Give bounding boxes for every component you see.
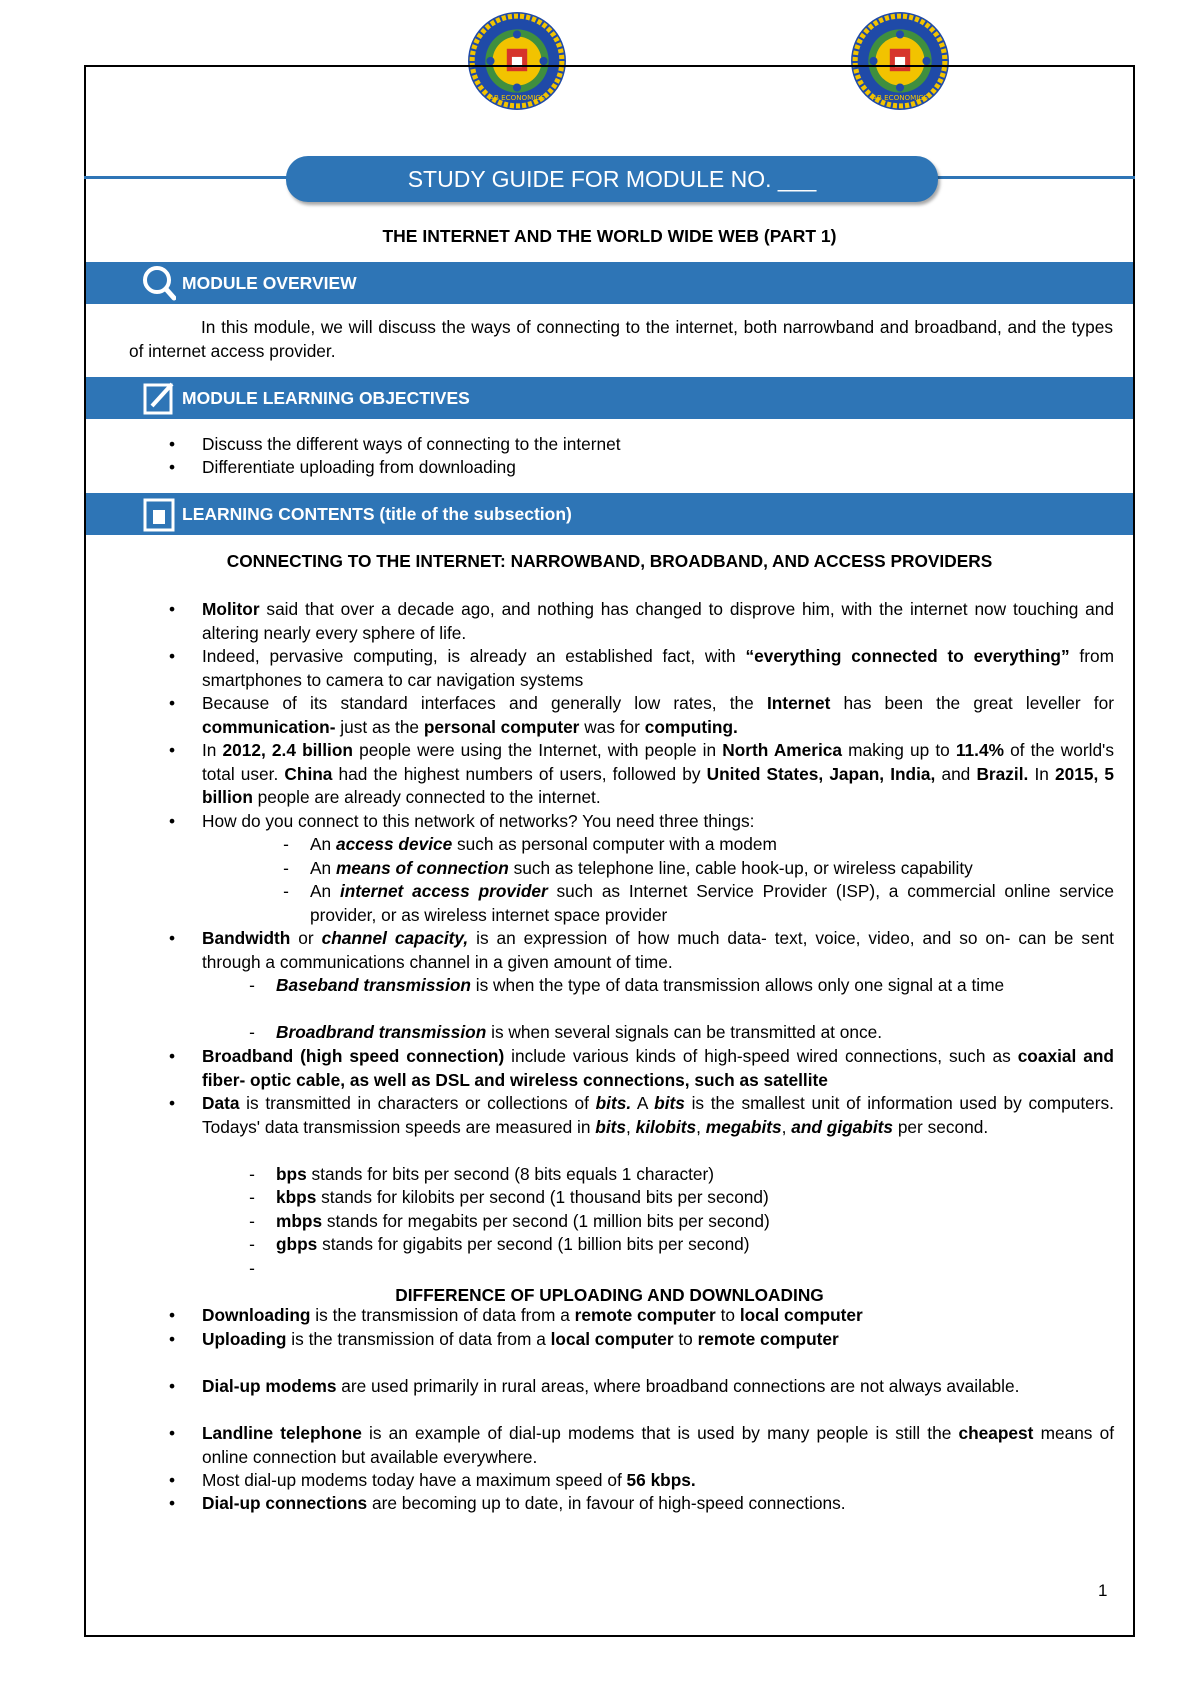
list-item: • Indeed, pervasive computing, is already an established fact, with “everything connected to everything” from smartphones to camera to car navigation systems: [168, 646, 1114, 690]
difference-heading: DIFFERENCE OF UPLOADING AND DOWNLOADING: [395, 1285, 824, 1305]
list-item: • Landline telephone is an example of dial-up modems that is used by many people is still the cheapest means of online connection but available everywhere.: [168, 1423, 1115, 1467]
study-guide-title: STUDY GUIDE FOR MODULE NO. ___: [286, 156, 938, 202]
sub-list-item: - Broadbrand transmission is when several signals can be transmitted at once.: [249, 1022, 883, 1042]
seal-left-text: AB ECONOMICS: [489, 92, 545, 102]
page-number: 1: [1098, 1581, 1108, 1600]
sub-list-item: - mbps stands for megabits per second (1 million bits per second): [249, 1211, 770, 1231]
module-overview-text: In this module, we will discuss the ways of connecting to the internet, both narrowband and broadband, and the types of internet access provider.: [129, 317, 1113, 361]
module-overview-banner: [86, 262, 1133, 304]
learning-objectives-heading: MODULE LEARNING OBJECTIVES: [182, 388, 470, 408]
list-item: • Data is transmitted in characters or collections of bits. A bits is the smallest unit of information used by computers. Todays' data transmission speeds are measured in bits, kilobits, megabits, and gigabits per second.: [168, 1093, 1114, 1137]
list-item: • Uploading is the transmission of data from a local computer to remote computer: [168, 1329, 839, 1349]
subsection-heading: CONNECTING TO THE INTERNET: NARROWBAND, BROADBAND, AND ACCESS PROVIDERS: [226, 551, 993, 571]
book-icon: [142, 496, 176, 532]
seal-right-text: AB ECONOMICS: [872, 92, 928, 102]
magnifier-icon: [142, 265, 176, 301]
list-item: • Because of its standard interfaces and generally low rates, the Internet has been the great leveller for communication- just as the personal computer was for computing.: [168, 693, 1114, 737]
list-item: • How do you connect to this network of networks? You need three things:: [168, 811, 755, 831]
sub-list-item: - An means of connection such as telephone line, cable hook-up, or wireless capability: [283, 858, 973, 878]
pencil-icon: [142, 380, 176, 416]
objective-item: • Differentiate uploading from downloading: [168, 457, 516, 477]
list-item: • Dial-up connections are becoming up to date, in favour of high-speed connections.: [168, 1493, 846, 1513]
learning-objectives-banner: [86, 377, 1133, 419]
list-item: • Downloading is the transmission of data from a remote computer to local computer: [168, 1305, 863, 1325]
learning-contents-heading: LEARNING CONTENTS (title of the subsection): [182, 504, 572, 524]
list-item: • Broadband (high speed connection) include various kinds of high-speed wired connections, such as coaxial and fiber- optic cable, as well as DSL and wireless connections, such as satellite: [168, 1046, 1114, 1090]
list-item: • In 2012, 2.4 billion people were using the Internet, with people in North America making up to 11.4% of the world's total user. China had the highest numbers of users, followed by United States, Japan, India, and Brazil. In 2015, 5 billion people are already connected to the internet.: [168, 740, 1114, 807]
sub-list-item: - An internet access provider such as Internet Service Provider (ISP), a commercial online service provider, or as wireless internet space provider: [283, 881, 1114, 925]
document-title: THE INTERNET AND THE WORLD WIDE WEB (PART 1): [382, 226, 837, 246]
sub-list-item: - bps stands for bits per second (8 bits equals 1 character): [249, 1164, 715, 1184]
sub-list-item: - kbps stands for kilobits per second (1 thousand bits per second): [249, 1187, 769, 1207]
objective-item: • Discuss the different ways of connecting to the internet: [168, 434, 621, 454]
sub-list-item: - Baseband transmission is when the type of data transmission allows only one signal at a time: [249, 975, 1005, 995]
list-item: • Most dial-up modems today have a maximum speed of 56 kbps.: [168, 1470, 696, 1490]
list-item: • Dial-up modems are used primarily in rural areas, where broadband connections are not always available.: [168, 1376, 1020, 1396]
list-item: • Molitor said that over a decade ago, and nothing has changed to disprove him, with the internet now touching and altering nearly every sphere of life.: [168, 599, 1114, 643]
sub-list-item: - An access device such as personal computer with a modem: [283, 834, 777, 854]
module-overview-heading: MODULE OVERVIEW: [182, 273, 357, 293]
sub-list-item: - gbps stands for gigabits per second (1 billion bits per second): [249, 1234, 750, 1254]
learning-contents-banner: [86, 493, 1133, 535]
list-item: • Bandwidth or channel capacity, is an expression of how much data- text, voice, video, and so on- can be sent through a communications channel in a given amount of time.: [168, 928, 1114, 972]
